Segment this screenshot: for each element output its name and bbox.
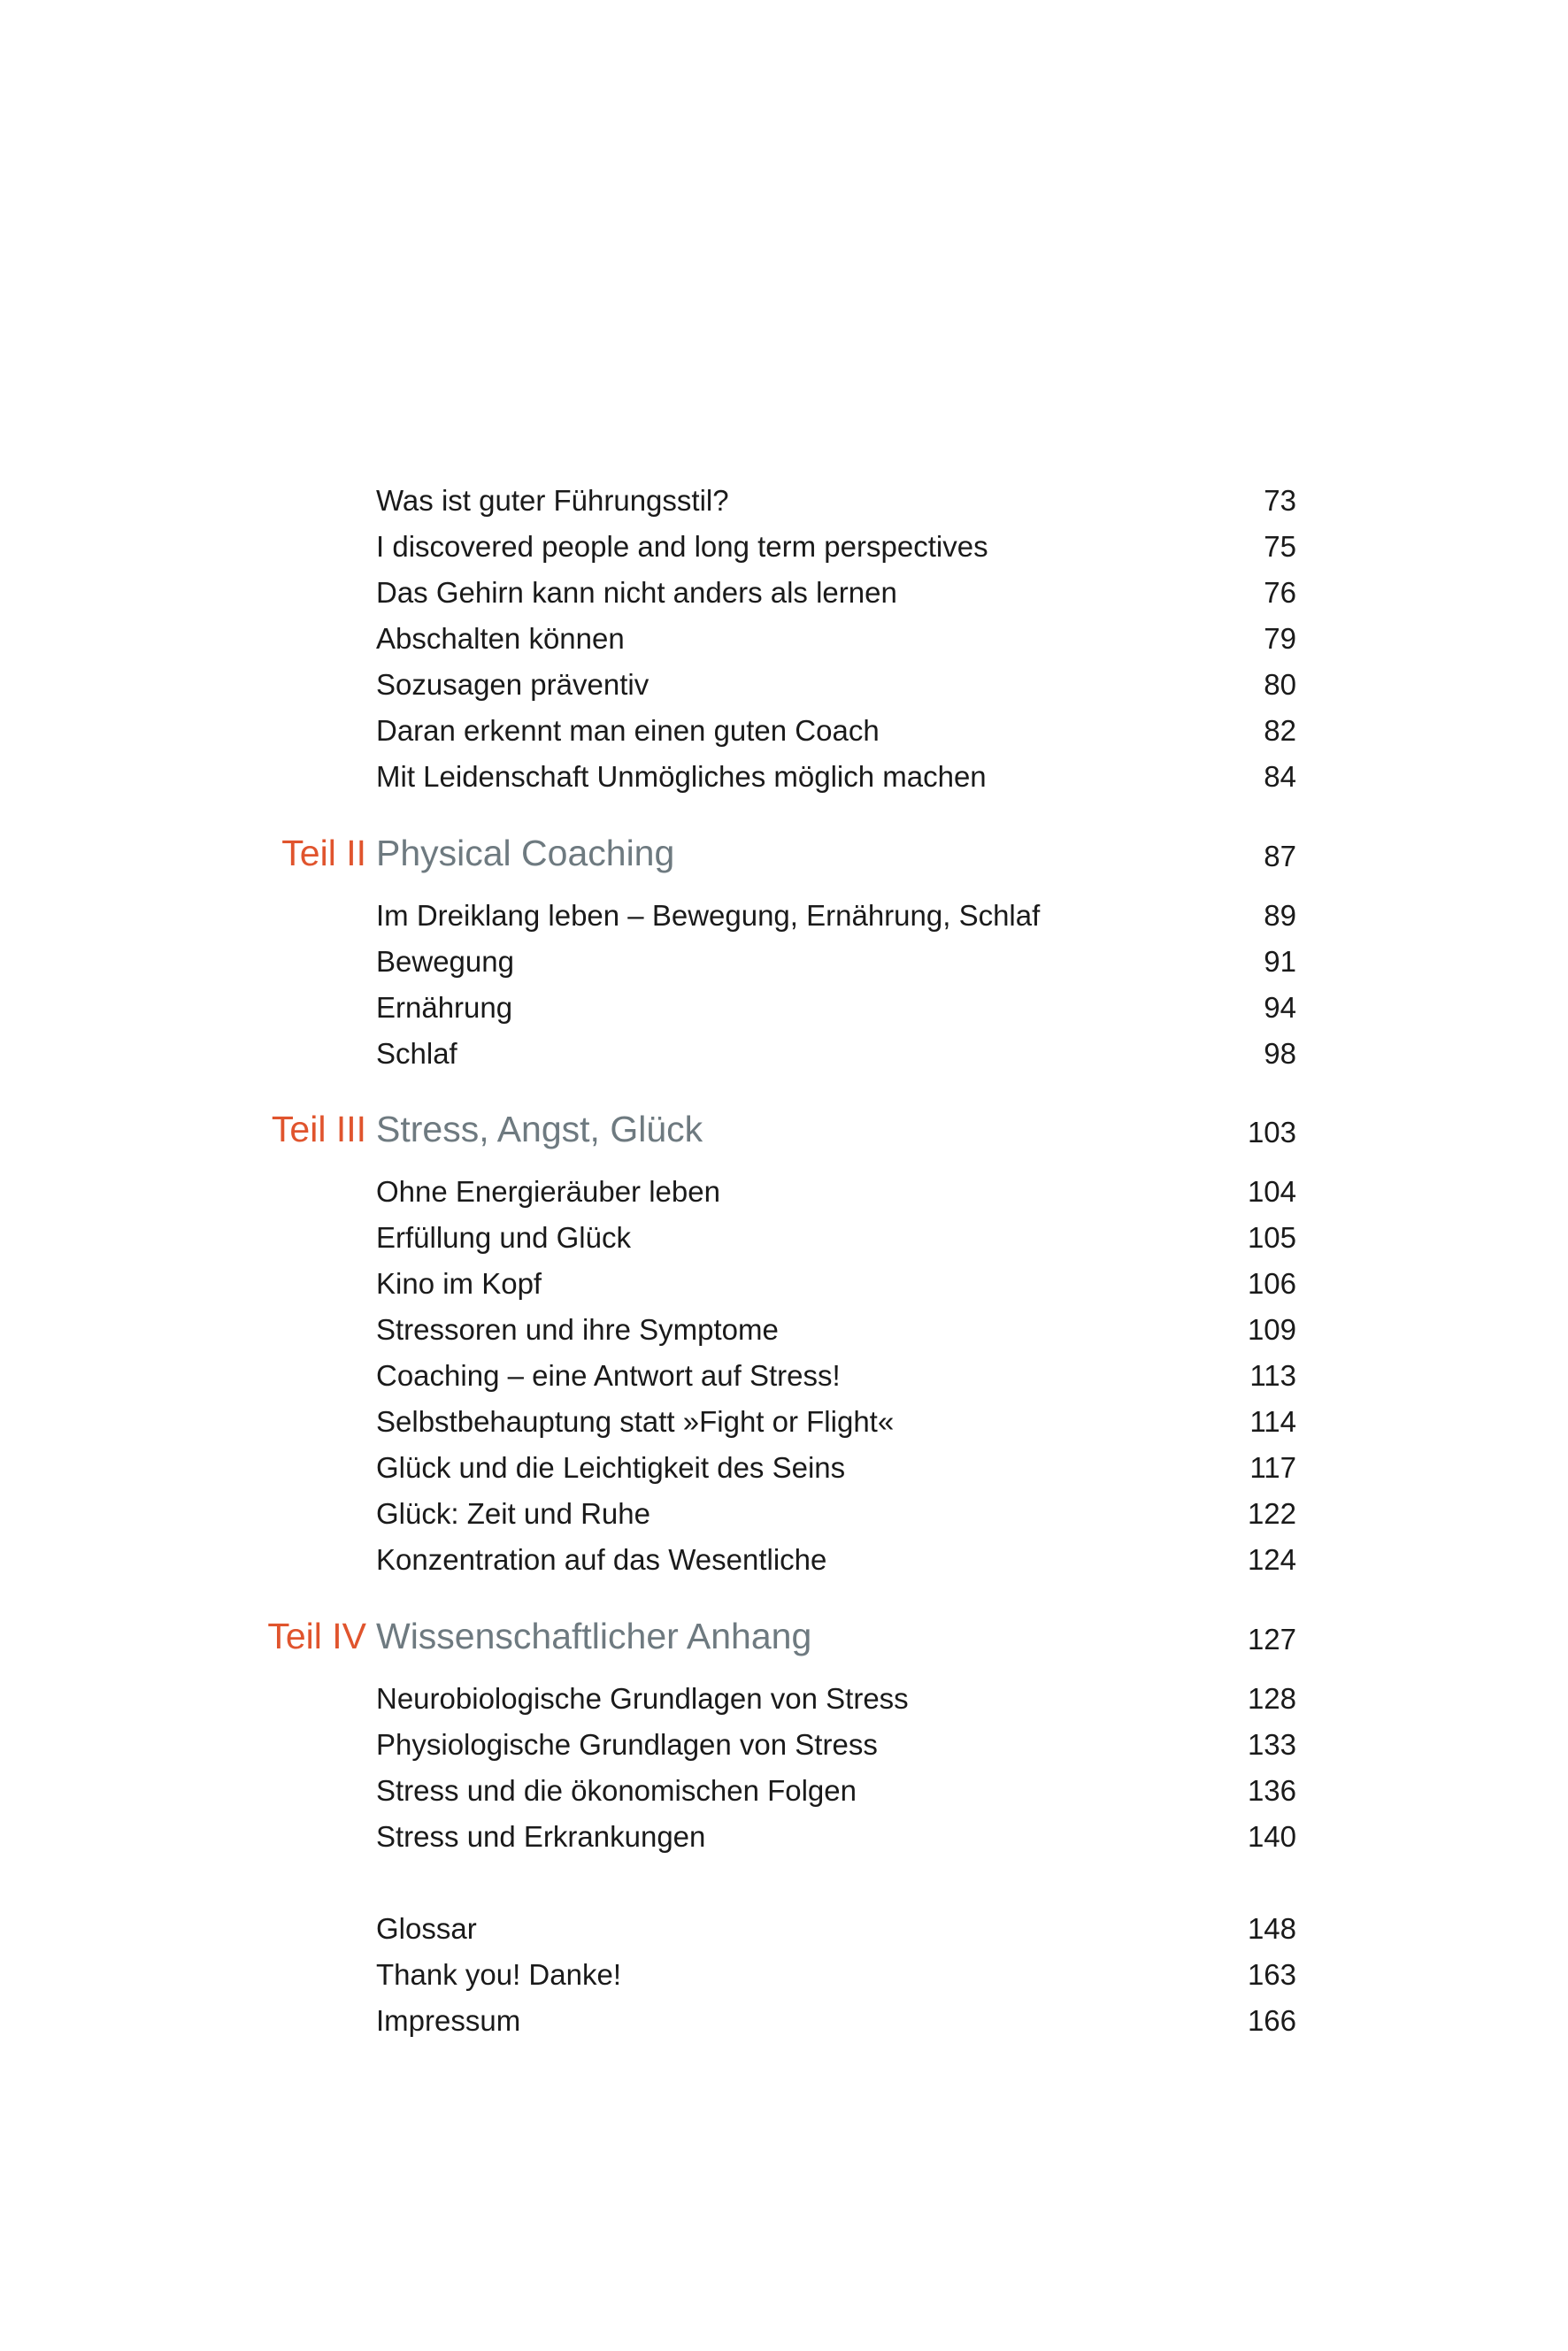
- toc-entry: [0, 479, 1568, 523]
- toc-entry: [0, 1446, 1568, 1490]
- entry-page: 98: [1264, 1037, 1296, 1070]
- entry-page: 163: [1247, 1958, 1296, 1991]
- entry-title: I discovered people and long term perspectives: [376, 530, 988, 563]
- entry-title: Stress und die ökonomischen Folgen: [376, 1774, 857, 1807]
- toc-entry: [0, 1216, 1568, 1260]
- entry-title: Konzentration auf das Wesentliche: [376, 1543, 827, 1576]
- part-page: 103: [1247, 1116, 1296, 1149]
- part-page: 127: [1247, 1623, 1296, 1656]
- part-title: Wissenschaftlicher Anhang: [376, 1616, 812, 1656]
- entry-page: 122: [1247, 1497, 1296, 1530]
- entry-page: 124: [1247, 1543, 1296, 1576]
- entry-title: Abschalten können: [376, 622, 625, 655]
- entry-title: Das Gehirn kann nicht anders als lernen: [376, 576, 897, 609]
- entry-page: 109: [1247, 1313, 1296, 1346]
- entry-page: 117: [1249, 1451, 1296, 1484]
- entry-page: 80: [1264, 668, 1296, 701]
- part-heading-2: [0, 827, 1568, 872]
- toc-entry: [0, 1723, 1568, 1767]
- toc-entry: [0, 1815, 1568, 1859]
- entry-page: 140: [1247, 1820, 1296, 1853]
- entry-page: 91: [1264, 945, 1296, 978]
- entry-title: Schlaf: [376, 1037, 457, 1070]
- toc-entry: [0, 1032, 1568, 1076]
- entry-page: 104: [1247, 1175, 1296, 1208]
- entry-title: Thank you! Danke!: [376, 1958, 621, 1991]
- entry-title: Ohne Energieräuber leben: [376, 1175, 720, 1208]
- entry-page: 166: [1247, 2004, 1296, 2037]
- entry-title: Sozusagen präventiv: [376, 668, 649, 701]
- entry-page: 148: [1247, 1912, 1296, 1945]
- toc-entry: [0, 617, 1568, 661]
- entry-page: 114: [1249, 1405, 1296, 1438]
- entry-page: 79: [1264, 622, 1296, 655]
- entry-title: Im Dreiklang leben – Bewegung, Ernährung, Schlaf: [376, 899, 1041, 932]
- entry-page: 89: [1264, 899, 1296, 932]
- toc-entry: [0, 1262, 1568, 1306]
- entry-title: Kino im Kopf: [376, 1267, 542, 1300]
- part-title: Stress, Angst, Glück: [376, 1109, 703, 1149]
- toc-entry: [0, 940, 1568, 984]
- entry-page: 128: [1247, 1682, 1296, 1715]
- entry-page: 133: [1247, 1728, 1296, 1761]
- entry-title: Glück und die Leichtigkeit des Seins: [376, 1451, 846, 1484]
- toc-entry: [0, 709, 1568, 753]
- entry-title: Physiologische Grundlagen von Stress: [376, 1728, 878, 1761]
- entry-title: Erfüllung und Glück: [376, 1221, 631, 1254]
- toc-entry: [0, 1999, 1568, 2043]
- entry-title: Mit Leidenschaft Unmögliches möglich machen: [376, 760, 987, 793]
- entry-title: Stressoren und ihre Symptome: [376, 1313, 779, 1346]
- entry-title: Neurobiologische Grundlagen von Stress: [376, 1682, 909, 1715]
- entry-title: Daran erkennt man einen guten Coach: [376, 714, 880, 747]
- entry-title: Was ist guter Führungsstil?: [376, 484, 729, 517]
- entry-page: 75: [1264, 530, 1296, 563]
- part-heading-3: [0, 1103, 1568, 1148]
- part-label: Teil III: [271, 1109, 366, 1149]
- entry-page: 73: [1264, 484, 1296, 517]
- toc-entry: [0, 1538, 1568, 1582]
- entry-title: Ernährung: [376, 991, 513, 1024]
- toc-entry: [0, 1907, 1568, 1951]
- toc-entry: [0, 663, 1568, 707]
- entry-title: Stress und Erkrankungen: [376, 1820, 706, 1853]
- part-label: Teil II: [281, 833, 366, 873]
- toc-entry: [0, 1308, 1568, 1352]
- entry-title: Glossar: [376, 1912, 477, 1945]
- toc-entry: [0, 525, 1568, 569]
- toc-entry: [0, 986, 1568, 1030]
- part-page: 87: [1264, 840, 1296, 872]
- entry-title: Selbstbehauptung statt »Fight or Flight«: [376, 1405, 895, 1438]
- entry-page: 76: [1264, 576, 1296, 609]
- part-title: Physical Coaching: [376, 833, 675, 873]
- toc-entry: [0, 894, 1568, 938]
- toc-entry: [0, 1354, 1568, 1398]
- toc-entry: [0, 1953, 1568, 1997]
- toc-entry: [0, 755, 1568, 799]
- entry-title: Glück: Zeit und Ruhe: [376, 1497, 650, 1530]
- toc-entry: [0, 571, 1568, 615]
- entry-title: Bewegung: [376, 945, 514, 978]
- entry-title: Coaching – eine Antwort auf Stress!: [376, 1359, 841, 1392]
- entry-page: 94: [1264, 991, 1296, 1024]
- entry-page: 113: [1249, 1359, 1296, 1392]
- toc-entry: [0, 1677, 1568, 1721]
- entry-title: Impressum: [376, 2004, 521, 2037]
- toc-entry: [0, 1769, 1568, 1813]
- entry-page: 84: [1264, 760, 1296, 793]
- entry-page: 106: [1247, 1267, 1296, 1300]
- toc-entry: [0, 1492, 1568, 1536]
- entry-page: 105: [1247, 1221, 1296, 1254]
- entry-page: 82: [1264, 714, 1296, 747]
- toc-entry: [0, 1170, 1568, 1214]
- part-label: Teil IV: [267, 1616, 366, 1656]
- toc-entry: [0, 1400, 1568, 1444]
- part-heading-4: [0, 1610, 1568, 1655]
- entry-page: 136: [1247, 1774, 1296, 1807]
